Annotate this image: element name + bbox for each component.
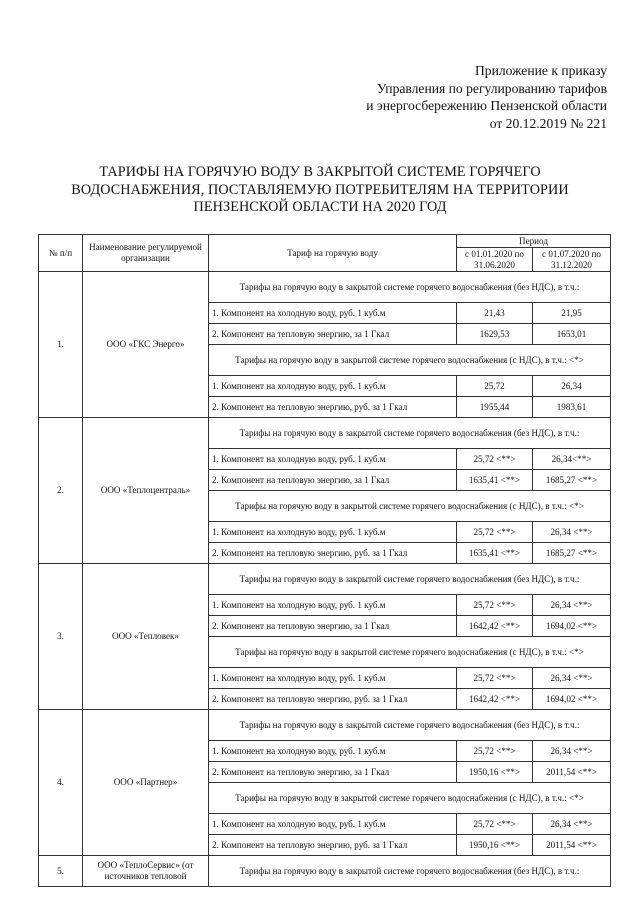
org-num: 2. bbox=[39, 418, 83, 564]
subheader-no-vat: Тарифы на горячую воду в закрытой системе горячего водоснабжения (без НДС), в т.ч.: bbox=[209, 272, 611, 303]
subheader-no-vat: Тарифы на горячую воду в закрытой системе горячего водоснабжения (без НДС), в т.ч.: bbox=[209, 418, 611, 449]
appendix-line: от 20.12.2019 № 221 bbox=[489, 115, 607, 131]
component-label: 2. Компонент на тепловую энергию, руб. за 1 Гкал bbox=[209, 689, 457, 710]
value-period-2: 1653,01 bbox=[533, 324, 611, 345]
appendix-header bbox=[366, 62, 607, 132]
appendix-line: и энергосбережению Пензенской области bbox=[366, 98, 607, 113]
value-period-1: 1635,41 <**> bbox=[457, 543, 533, 564]
component-label: 2. Компонент на тепловую энергию, за 1 Гкал bbox=[209, 324, 457, 345]
value-period-1: 25,72 <**> bbox=[457, 814, 533, 835]
org-num: 4. bbox=[39, 710, 83, 856]
header-tariff: Тариф на горячую воду bbox=[209, 235, 457, 272]
value-period-1: 25,72 <**> bbox=[457, 741, 533, 762]
value-period-2: 1685,27 <**> bbox=[533, 470, 611, 491]
value-period-2: 1685,27 <**> bbox=[533, 543, 611, 564]
org-name: ООО «Партнер» bbox=[83, 710, 209, 856]
document-title bbox=[40, 164, 600, 217]
title-line: ПЕНЗЕНСКОЙ ОБЛАСТИ НА 2020 ГОД bbox=[193, 199, 447, 215]
org-name: ООО «Тепловек» bbox=[83, 564, 209, 710]
component-label: 1. Компонент на холодную воду, руб. 1 куб.м bbox=[209, 814, 457, 835]
org-num: 5. bbox=[39, 856, 83, 887]
value-period-2: 2011,54 <**> bbox=[533, 762, 611, 783]
component-label: 2. Компонент на тепловую энергию, за 1 Гкал bbox=[209, 616, 457, 637]
value-period-1: 25,72 <**> bbox=[457, 522, 533, 543]
subheader-with-vat: Тарифы на горячую воду в закрытой системе горячего водоснабжения (с НДС), в т.ч.: <*> bbox=[209, 783, 611, 814]
value-period-1: 21,43 bbox=[457, 303, 533, 324]
header-org: Наименование регулируемой организации bbox=[83, 235, 209, 272]
header-period: Период bbox=[457, 235, 611, 248]
org-num: 3. bbox=[39, 564, 83, 710]
appendix-line: Управления по регулированию тарифов bbox=[376, 80, 607, 96]
value-period-1: 1642,42 <**> bbox=[457, 689, 533, 710]
subheader-no-vat: Тарифы на горячую воду в закрытой системе горячего водоснабжения (без НДС), в т.ч.: bbox=[209, 710, 611, 741]
tariff-table bbox=[38, 234, 611, 887]
value-period-2: 1694,02 <**> bbox=[533, 616, 611, 637]
value-period-2: 26,34 <**> bbox=[533, 668, 611, 689]
component-label: 1. Компонент на холодную воду, руб. 1 куб.м bbox=[209, 303, 457, 324]
title-line: ВОДОСНАБЖЕНИЯ, ПОСТАВЛЯЕМУЮ ПОТРЕБИТЕЛЯМ НА ТЕРРИТОРИИ bbox=[71, 181, 569, 198]
appendix-line: Приложение к приказу bbox=[474, 63, 607, 78]
value-period-1: 1950,16 <**> bbox=[457, 835, 533, 856]
component-label: 1. Компонент на холодную воду, руб. 1 куб.м bbox=[209, 595, 457, 616]
org-num: 1. bbox=[39, 272, 83, 418]
value-period-1: 1955,44 bbox=[457, 397, 533, 418]
value-period-2: 26,34 <**> bbox=[533, 522, 611, 543]
value-period-1: 25,72 <**> bbox=[457, 449, 533, 470]
component-label: 1. Компонент на холодную воду, руб. 1 куб.м bbox=[209, 376, 457, 397]
value-period-1: 1642,42 <**> bbox=[457, 616, 533, 637]
org-name: ООО «ТеплоСервис» (от источников тепловой bbox=[83, 856, 209, 887]
title-line: ТАРИФЫ НА ГОРЯЧУЮ ВОДУ В ЗАКРЫТОЙ СИСТЕМЕ ГОРЯЧЕГО bbox=[99, 164, 541, 180]
value-period-2: 21,95 bbox=[533, 303, 611, 324]
value-period-2: 1983,61 bbox=[533, 397, 611, 418]
subheader-no-vat: Тарифы на горячую воду в закрытой системе горячего водоснабжения (без НДС), в т.ч.: bbox=[209, 856, 611, 887]
value-period-2: 26,34 <**> bbox=[533, 595, 611, 616]
header-period-1: с 01.01.2020 по 31.06.2020 bbox=[457, 248, 533, 272]
component-label: 2. Компонент на тепловую энергию, руб. за 1 Гкал bbox=[209, 543, 457, 564]
value-period-2: 2011,54 <**> bbox=[533, 835, 611, 856]
component-label: 2. Компонент на тепловую энергию, за 1 Гкал bbox=[209, 762, 457, 783]
subheader-with-vat: Тарифы на горячую воду в закрытой системе горячего водоснабжения (с НДС), в т.ч.: <*> bbox=[209, 637, 611, 668]
component-label: 1. Компонент на холодную воду, руб. 1 куб.м bbox=[209, 668, 457, 689]
header-num: № п/п bbox=[39, 235, 83, 272]
value-period-1: 25,72 <**> bbox=[457, 668, 533, 689]
subheader-no-vat: Тарифы на горячую воду в закрытой системе горячего водоснабжения (без НДС), в т.ч.: bbox=[209, 564, 611, 595]
component-label: 1. Компонент на холодную воду, руб. 1 куб.м bbox=[209, 741, 457, 762]
value-period-2: 26,34 bbox=[533, 376, 611, 397]
component-label: 1. Компонент на холодную воду, руб. 1 куб.м bbox=[209, 522, 457, 543]
value-period-1: 1635,41 <**> bbox=[457, 470, 533, 491]
component-label: 2. Компонент на тепловую энергию, руб. за 1 Гкал bbox=[209, 835, 457, 856]
org-name: ООО «Теплоцентраль» bbox=[83, 418, 209, 564]
subheader-with-vat: Тарифы на горячую воду в закрытой системе горячего водоснабжения (с НДС), в т.ч.: <*> bbox=[209, 491, 611, 522]
value-period-2: 26,34<**> bbox=[533, 449, 611, 470]
value-period-1: 1950,16 <**> bbox=[457, 762, 533, 783]
value-period-2: 26,34 <**> bbox=[533, 741, 611, 762]
value-period-1: 1629,53 bbox=[457, 324, 533, 345]
value-period-1: 25,72 bbox=[457, 376, 533, 397]
component-label: 1. Компонент на холодную воду, руб. 1 куб.м bbox=[209, 449, 457, 470]
component-label: 2. Компонент на тепловую энергию, руб. за 1 Гкал bbox=[209, 397, 457, 418]
value-period-1: 25,72 <**> bbox=[457, 595, 533, 616]
org-name: ООО «ГКС Энерго» bbox=[83, 272, 209, 418]
subheader-with-vat: Тарифы на горячую воду в закрытой системе горячего водоснабжения (с НДС), в т.ч.: <*> bbox=[209, 345, 611, 376]
value-period-2: 26,34 <**> bbox=[533, 814, 611, 835]
component-label: 2. Компонент на тепловую энергию, за 1 Гкал bbox=[209, 470, 457, 491]
header-period-2: с 01.07.2020 по 31.12.2020 bbox=[533, 248, 611, 272]
value-period-2: 1694,02 <**> bbox=[533, 689, 611, 710]
